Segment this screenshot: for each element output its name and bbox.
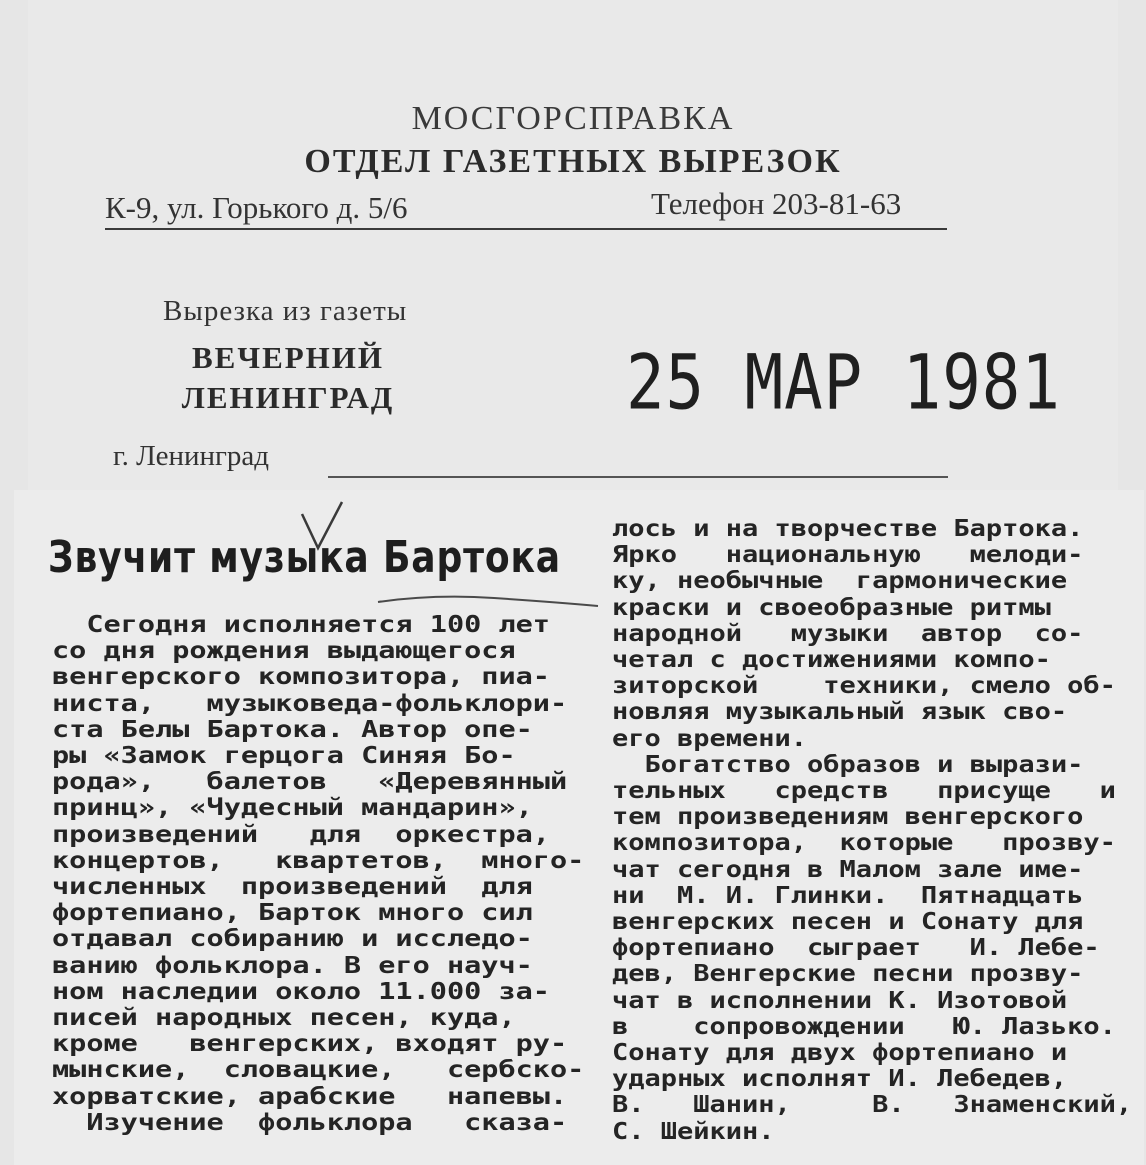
article-text-line: ниста, музыковеда-фольклори-: [52, 690, 568, 717]
article-text-line: В. Шанин, В. Знаменский,: [612, 1092, 1133, 1119]
article-text-line: Сегодня исполняется 100 лет: [52, 612, 550, 638]
article-text-line: его времени.: [612, 725, 808, 752]
article-text-line: новляя музыкальный язык сво-: [612, 699, 1068, 726]
newspaper-name-line1: ВЕЧЕРНИЙ: [191, 340, 385, 375]
article-text-line: Изучение фольклора сказа-: [52, 1109, 568, 1136]
article-text-line: принц», «Чудесный мандарин»,: [52, 795, 533, 822]
article-text-line: венгерских песен и Сонату для: [612, 909, 1084, 936]
article-text-line: произведений для оркестра,: [52, 821, 550, 848]
article-text-line: венгерского композитора, пиа-: [52, 664, 550, 691]
article-text-line: Богатство образов и вырази-: [612, 751, 1084, 778]
article-text-line: фортепиано, Барток много сил: [52, 900, 533, 927]
article-text-line: четал с достижениями компо-: [612, 647, 1051, 674]
article-text-line: со дня рождения выдающегося: [52, 638, 516, 665]
newspaper-clipping: [14, 490, 1144, 1165]
org-name: МОСГОРСПРАВКА: [411, 100, 735, 137]
article-text-line: тельных средств присуще и: [612, 778, 1116, 805]
article-text-line: ры «Замок герцога Синяя Бо-: [52, 743, 516, 770]
article-text-line: народной музыки автор со-: [612, 620, 1084, 647]
address: К-9, ул. Горького д. 5/6: [105, 190, 408, 225]
phone-number: Телефон 203-81-63: [651, 186, 902, 221]
article-text-line: отдавал собиранию и исследо-: [52, 926, 533, 953]
article-headline: Звучит музыка Бартока: [48, 532, 561, 583]
article-right-column: [612, 516, 1132, 1145]
article-text-line: рода», балетов «Деревянный: [52, 769, 568, 796]
article-text-line: писей народных песен, куда,: [52, 1005, 516, 1032]
article-text-line: лось и на творчестве Бартока.: [612, 516, 1084, 542]
article-text-line: концертов, квартетов, много-: [52, 847, 585, 874]
city-name: г. Ленинград: [113, 440, 270, 472]
clipping-service-form: [28, 0, 1118, 492]
divider-line: [105, 228, 947, 230]
article-text-line: ни М. И. Глинки. Пятнадцать: [612, 882, 1084, 909]
article-text-line: ку, необычные гармонические: [612, 568, 1068, 595]
article-text-line: Ярко национальную мелоди-: [612, 542, 1084, 569]
department-name: ОТДЕЛ ГАЗЕТНЫХ ВЫРЕЗОК: [304, 143, 842, 180]
article-text-line: ном наследии около 11.000 за-: [52, 978, 550, 1005]
article-text-line: Сонату для двух фортепиано и: [612, 1040, 1068, 1067]
article-text-line: краски и своеобразные ритмы: [612, 594, 1051, 621]
article-text-line: композитора, которые прозву-: [612, 830, 1116, 857]
bottom-divider-line: [328, 476, 948, 478]
article-text-line: численных произведений для: [52, 874, 533, 901]
article-text-line: в сопровождении Ю. Лазько.: [612, 1013, 1116, 1040]
article-text-line: кроме венгерских, входят ру-: [52, 1031, 568, 1058]
newspaper-name-line2: ЛЕНИНГРАД: [181, 380, 395, 415]
article-text-line: ванию фольклора. В его науч-: [52, 952, 533, 979]
article-text-line: ста Белы Бартока. Автор опе-: [52, 716, 533, 743]
article-text-line: мынские, словацкие, сербско-: [52, 1057, 585, 1084]
clipping-label: Вырезка из газеты: [163, 295, 408, 327]
article-left-column: [52, 612, 584, 1136]
article-text-line: зиторской техники, смело об-: [612, 673, 1116, 700]
article-text-line: фортепиано сыграет И. Лебе-: [612, 935, 1100, 962]
article-text-line: хорватские, арабские напевы.: [52, 1083, 568, 1110]
article-text-line: С. Шейкин.: [612, 1118, 775, 1145]
date-stamp: 25 МАР 1981: [626, 340, 1061, 428]
article-text-line: чат в исполнении К. Изотовой: [612, 987, 1068, 1014]
article-text-line: ударных исполнят И. Лебедев,: [612, 1066, 1068, 1093]
article-text-line: дев, Венгерские песни прозву-: [612, 961, 1084, 988]
article-text-line: тем произведениям венгерского: [612, 804, 1084, 831]
article-text-line: чат сегодня в Малом зале име-: [612, 856, 1084, 883]
